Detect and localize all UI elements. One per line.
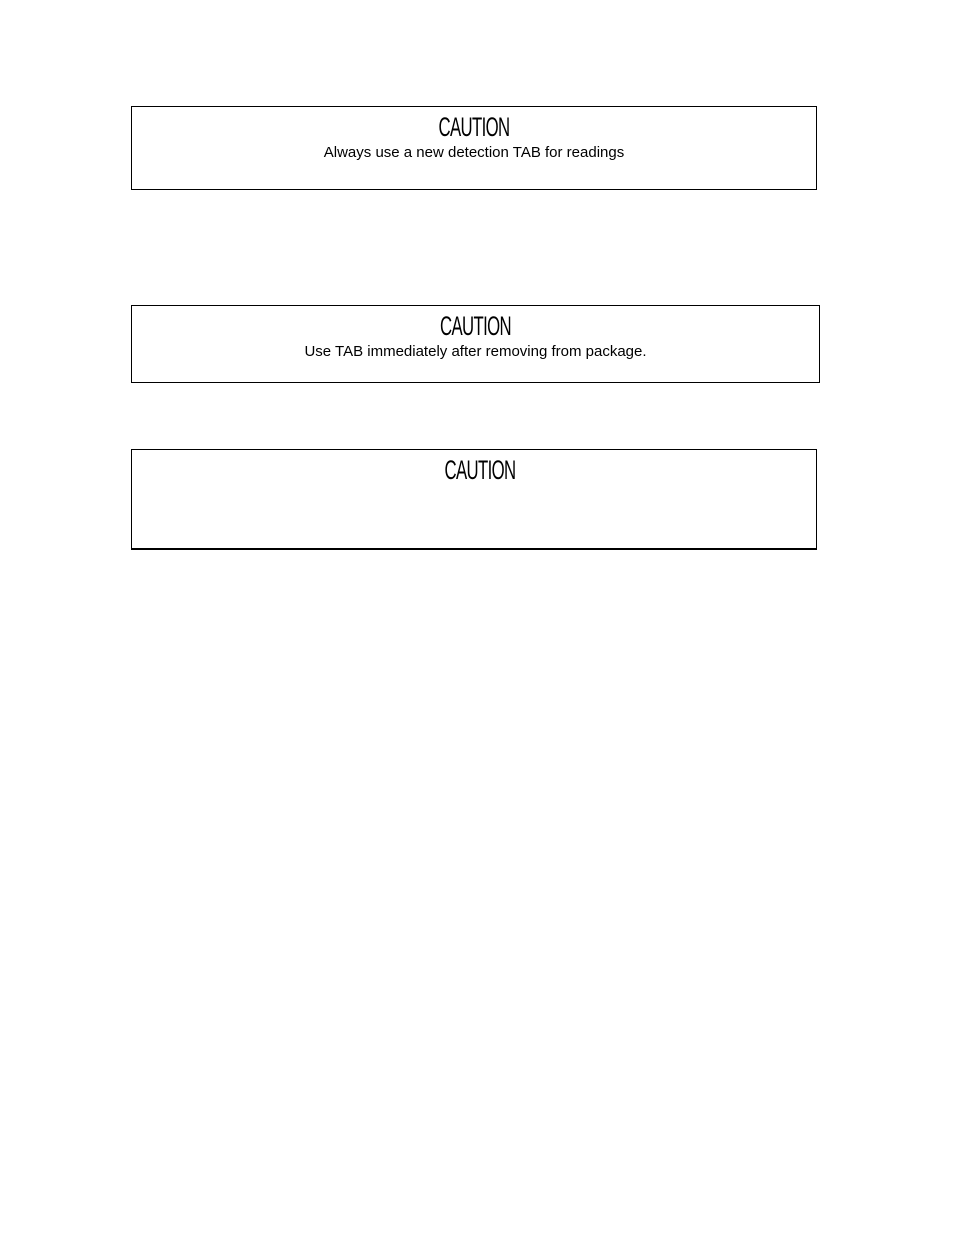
caution-heading: CAUTION [440,311,511,341]
caution-box-new-tab [131,106,817,190]
caution-box-use-immediately [131,305,820,383]
caution-heading: CAUTION [444,455,516,485]
caution-text: Use TAB immediately after removing from package. [304,343,647,360]
caution-text: Always use a new detection TAB for readings [323,144,625,161]
caution-box-empty [131,449,817,550]
caution-heading: CAUTION [438,112,510,142]
